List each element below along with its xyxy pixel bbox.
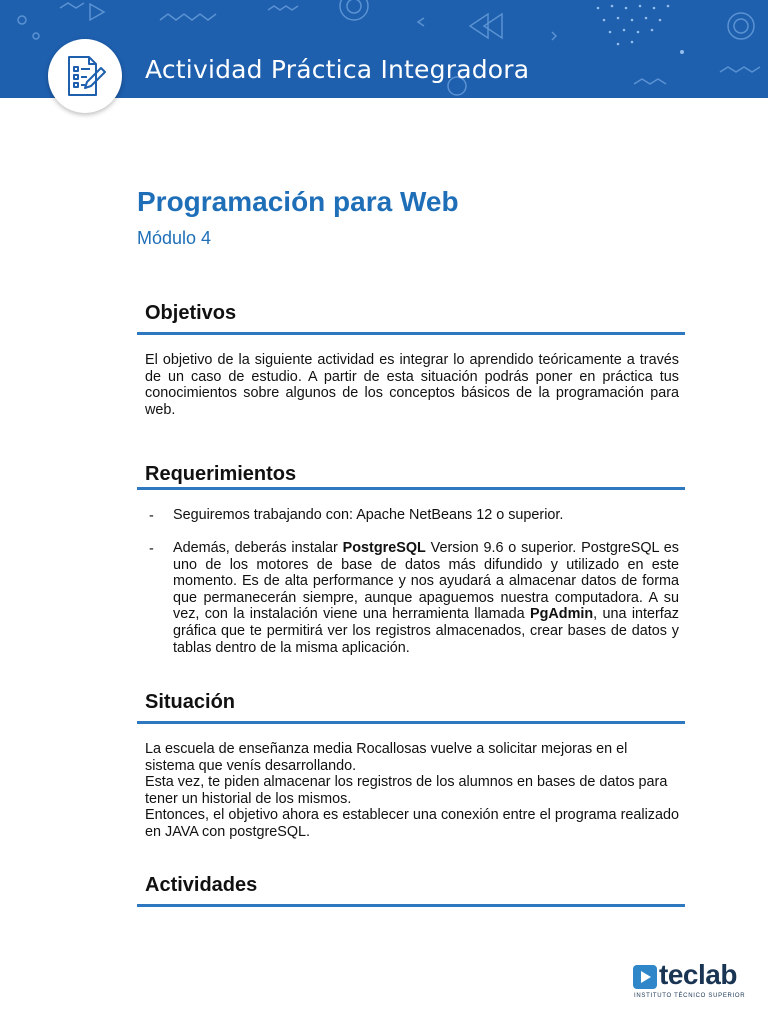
requirement-text: Version 9.6 o superior. PostgreSQL es uno de los motores de base de datos más difundido y utilizado en este momento. Es de alta performance y nos ayudará a almacenar datos de forma que permanecerán siempre, aunque apaguemos nuestra computadora. A su vez, con la instalación viene una herramienta llamada (173, 540, 679, 623)
postgresql-term: PostgreSQL (342, 540, 426, 556)
requirement-item: Seguiremos trabajando con: Apache NetBeans 12 o superior. (173, 507, 564, 523)
section-heading-actividades: Actividades (145, 874, 258, 896)
situacion-line: La escuela de enseñanza media Rocallosas vuelve a solicitar mejoras en el sistema que venís desarrollando. (145, 741, 628, 774)
objetivos-paragraph: El objetivo de la siguiente actividad es integrar lo aprendido teóricamente a través de un caso de estudio. A partir de esta situación podrás poner en práctica tus conocimientos sobre algunos de los conceptos básicos de la programación para web. (145, 352, 679, 418)
bullet-marker: - (149, 541, 154, 557)
section-divider (137, 487, 685, 490)
requirement-item (173, 540, 679, 656)
section-heading-requerimientos: Requerimientos (145, 463, 297, 485)
logo-wordmark: teclab (659, 959, 737, 990)
document-edit-icon (63, 54, 107, 98)
play-icon (633, 965, 657, 993)
section-heading-objetivos: Objetivos (145, 302, 237, 324)
pgadmin-term: PgAdmin (530, 606, 594, 623)
document-title: Programación para Web (137, 186, 459, 217)
bullet-marker: - (149, 508, 154, 524)
logo-tagline: INSTITUTO TÉCNICO SUPERIOR (634, 993, 746, 999)
requirement-text: Además, deberás instalar (173, 540, 343, 556)
situacion-block (145, 741, 679, 841)
banner-icon-badge (48, 39, 122, 113)
situacion-line: Esta vez, te piden almacenar los registros de los alumnos en bases de datos para tener un historial de los mismos. (145, 774, 668, 807)
section-divider (137, 721, 685, 724)
requirement-text: , una interfaz gráfica que te permitirá ver los registros almacenados, crear bases de datos y tablas dentro de la misma aplicación. (173, 606, 680, 656)
section-divider (137, 904, 685, 907)
banner-title: Actividad Práctica Integradora (145, 55, 530, 84)
situacion-line: Entonces, el objetivo ahora es establecer una conexión entre el programa realizado en JAVA con postgreSQL. (145, 807, 679, 840)
section-heading-situacion: Situación (145, 691, 236, 713)
document-subtitle: Módulo 4 (137, 228, 212, 248)
section-divider (137, 332, 685, 335)
